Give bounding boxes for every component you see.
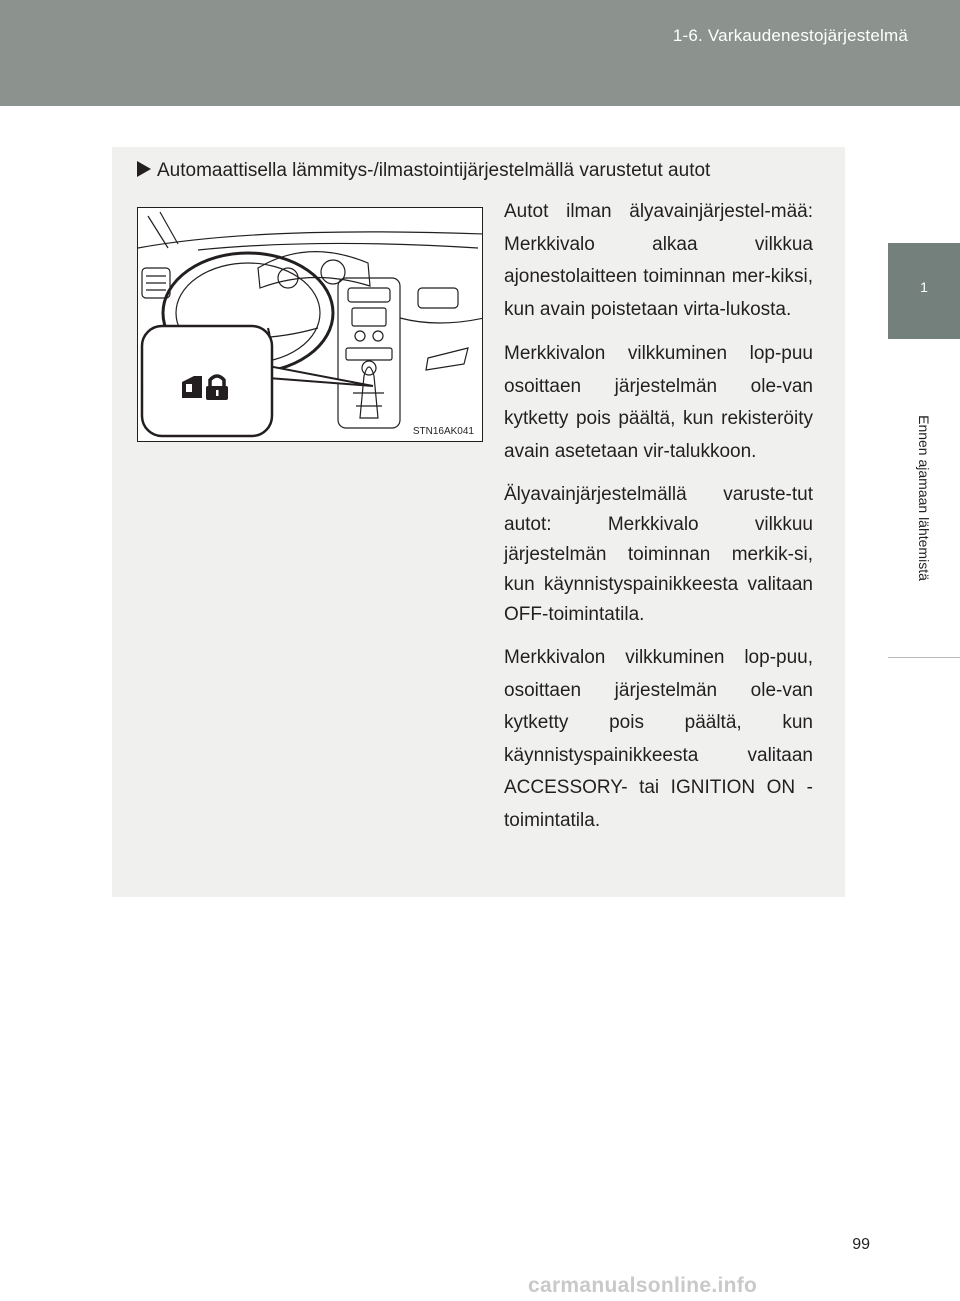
paragraph-2: Merkkivalon vilkkuminen lop-puu osoittaen järjestelmän ole-van kytketty pois päältä, kun rekisteröity avain asetetaan vir-talukkoon. bbox=[504, 343, 813, 462]
paragraph-3: Älyavainjärjestelmällä varuste-tut autot: Merkkivalo vilkkuu järjestelmän toiminnan merkik-si, kun käynnistyspainikkeesta valitaan OFF-toimintatila. bbox=[504, 484, 813, 625]
tab-divider bbox=[888, 657, 960, 658]
chapter-number-tab[interactable] bbox=[888, 243, 960, 339]
body-text bbox=[504, 196, 813, 849]
triangle-bullet-icon bbox=[137, 161, 151, 177]
security-indicator-lock-icon bbox=[178, 368, 238, 408]
section-heading-text: Automaattisella lämmitys-/ilmastointijärjestelmällä varustetut autot bbox=[157, 160, 711, 181]
watermark[interactable]: carmanualsonline.info bbox=[528, 1274, 758, 1297]
paragraph-4: Merkkivalon vilkkuminen lop-puu, osoittaen järjestelmän ole-van kytketty pois päältä, kun käynnistyspainikkeesta valitaan ACCESSORY- tai IGNITION ON -toimintatila. bbox=[504, 647, 813, 831]
chapter-number: 1 bbox=[920, 279, 928, 295]
figure-code: STN16AK041 bbox=[412, 426, 474, 437]
section-heading bbox=[137, 160, 710, 182]
section-title: 1-6. Varkaudenestojärjestelmä bbox=[672, 26, 908, 45]
page-number: 99 bbox=[852, 1236, 870, 1253]
dashboard-illustration bbox=[137, 207, 483, 442]
chapter-title: Ennen ajamaan lähtemistä bbox=[916, 415, 932, 581]
chapter-title-tab bbox=[888, 339, 960, 657]
paragraph-1: Autot ilman älyavainjärjestel-mää: Merkkivalo alkaa vilkkua ajonestolaitteen toiminnan mer-kiksi, kun avain poistetaan virta-lukosta. bbox=[504, 201, 813, 320]
page-header bbox=[0, 0, 960, 106]
